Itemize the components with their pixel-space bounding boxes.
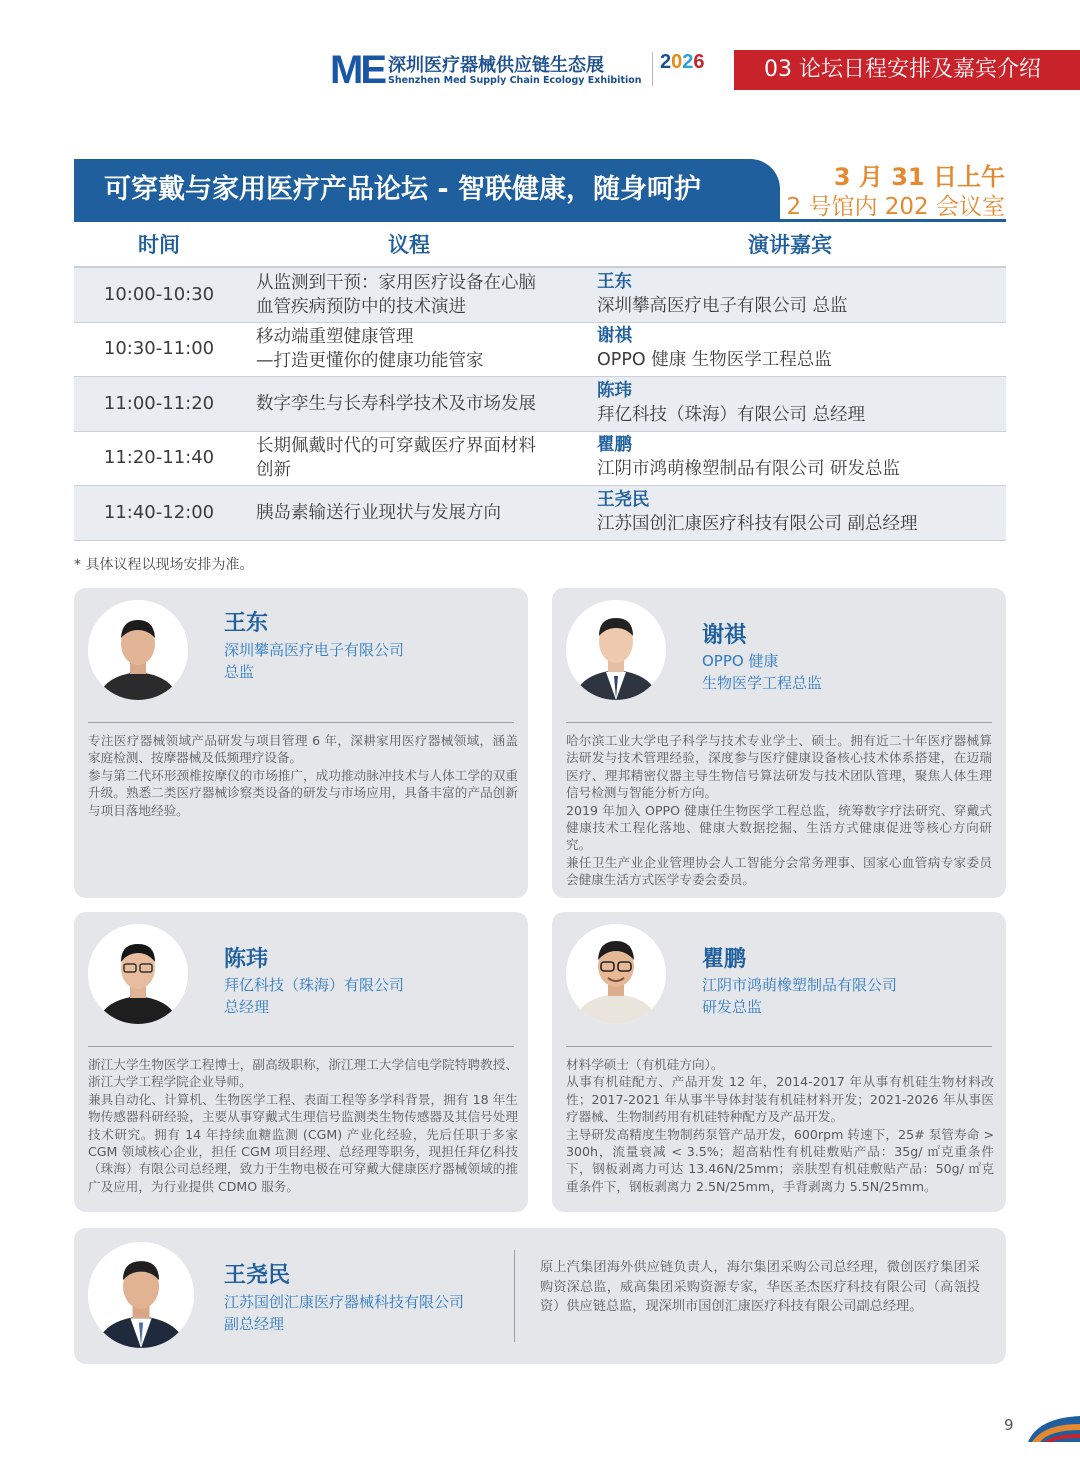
speaker-bio: 材料学硕士（有机硅方向）。 从事有机硅配方、产品开发 12 年，2014-2017 年从事有机硅生物材料改性；2017-2021 年从事半导体封装有机硅材料开发；2021-2026 年从事医疗器械、生物制药用有机硅特种配方及产品开发。 主导研发高精度生物制药泵管产品开发，600rpm 转速下，25# 泵管寿命 > 300h，流量衰减 < 3.5%；超高粘性有机硅敷贴产品：35g/ ㎡克重条件下，钢板剥离力可达 13.46N/25mm；亲肤型有机硅敷贴产品：50g/ ㎡克重条件下，钢板剥离力 2.5N/25mm，手背剥离力 5.5N/25mm。 xyxy=(566,1057,994,1194)
speaker-photo xyxy=(88,924,188,1024)
card-divider xyxy=(88,722,514,723)
table-row xyxy=(74,268,1006,322)
row-time: 11:00-11:20 xyxy=(103,393,215,414)
speaker-name: 王尧民 xyxy=(597,490,650,510)
speaker-role: 副总经理 xyxy=(224,1315,285,1333)
row-speaker xyxy=(597,488,1002,536)
speaker-card xyxy=(552,588,1006,898)
speaker-name: 谢祺 xyxy=(702,623,747,648)
speaker-bio: 哈尔滨工业大学电子科学与技术专业学士、硕士。拥有近二十年医疗器械算法研发与技术管理经验，深度参与医疗健康设备核心技术体系搭建，在迈瑞医疗、理邦精密仪器主导生物信号算法研发与技术团队管理，聚焦人体生理信号检测与智能分析方向。 2019 年加入 OPPO 健康任生物医学工程总监，统筹数字疗法研究、穿戴式健康技术工程化落地、健康大数据挖掘、生活方式健康促进等核心方向研究。 兼任卫生产业企业管理协会人工智能分会常务理事、国家心血管病专家委员会健康生活方式医学专委会委员。 xyxy=(566,733,992,888)
speaker-org: 拜亿科技（珠海）有限公司 总经理 xyxy=(597,405,866,425)
header-speaker: 演讲嘉宾 xyxy=(748,233,832,257)
speaker-name: 王尧民 xyxy=(224,1263,291,1288)
speaker-name: 瞿鹏 xyxy=(702,947,747,972)
speaker-org: 江阴市鸿萌橡塑制品有限公司 xyxy=(702,976,898,994)
speaker-org: 深圳攀高医疗电子有限公司 总监 xyxy=(597,296,848,316)
logo-divider xyxy=(652,52,653,86)
row-time: 11:40-12:00 xyxy=(103,502,215,523)
speaker-name: 陈玮 xyxy=(224,947,269,972)
speaker-photo xyxy=(566,924,666,1024)
page-number: 9 xyxy=(1004,1416,1014,1434)
row-speaker xyxy=(597,270,1002,318)
logo-year: 2026 xyxy=(660,51,705,73)
speaker-name: 王东 xyxy=(597,272,632,292)
forum-room: 2 号馆内 202 会议室 xyxy=(786,194,1005,220)
row-topic: 胰岛素输送行业现状与发展方向 xyxy=(256,503,501,523)
header-topic: 议程 xyxy=(388,233,430,257)
speaker-bio: 专注医疗器械领域产品研发与项目管理 6 年，深耕家用医疗器械领域，涵盖家庭检测、按摩器械及低频理疗设备。 参与第二代环形颈椎按摩仪的市场推广，成功推动脉冲技术与人体工学的双重升级。熟悉二类医疗器械诊察类设备的研发与市场应用，具备丰富的产品创新与项目落地经验。 xyxy=(88,733,518,818)
row-speaker xyxy=(597,433,1002,481)
header-time: 时间 xyxy=(138,233,180,257)
speaker-bio: 原上汽集团海外供应链负责人，海尔集团采购公司总经理，微创医疗集团采购资深总监，威高集团采购资源专家，华医圣杰医疗科技有限公司（高瓴投资）供应链总监，现深圳市国创汇康医疗科技有限公司副总经理。 xyxy=(540,1260,980,1314)
speaker-org: 深圳攀高医疗电子有限公司 xyxy=(224,641,405,659)
row-time: 10:30-11:00 xyxy=(103,338,215,359)
section-banner: 03 论坛日程安排及嘉宾介绍 xyxy=(734,50,1080,90)
speaker-name: 谢祺 xyxy=(597,326,632,346)
speaker-photo xyxy=(88,1242,194,1348)
forum-title: 可穿戴与家用医疗产品论坛 - 智联健康，随身呵护 xyxy=(74,159,780,219)
speaker-card xyxy=(74,1228,1006,1364)
speaker-bio: 浙江大学生物医学工程博士，副高级职称，浙江理工大学信电学院特聘教授、浙江大学工程学院企业导师。 兼具自动化、计算机、生物医学工程、表面工程等多学科背景，拥有 18 年生物传感器科研经验，主要从事穿戴式生理信号监测类生物传感器及其信号处理技术研究。拥有 14 年持续血糖监测 (CGM) 产业化经验，先后任职于多家 CGM 领域核心企业，担任 CGM 项目经理、总经理等职务，现担任拜亿科技（珠海）有限公司总经理，致力于生物电极在可穿戴大健康医疗器械领域的推广及应用，为行业提供 CDMO 服务。 xyxy=(88,1057,518,1194)
row-time: 10:00-10:30 xyxy=(103,284,215,305)
speaker-org: 江阴市鸿萌橡塑制品有限公司 研发总监 xyxy=(597,459,901,479)
table-row xyxy=(74,377,1006,431)
logo-mark: ME xyxy=(330,48,384,92)
row-topic: 移动端重塑健康管理 —打造更懂你的健康功能管家 xyxy=(256,327,484,371)
speaker-card xyxy=(74,912,528,1212)
card-divider xyxy=(566,722,992,723)
table-row xyxy=(74,431,1006,485)
schedule-note: * 具体议程以现场安排为准。 xyxy=(74,557,254,573)
speaker-org: 江苏国创汇康医疗器械科技有限公司 xyxy=(224,1293,465,1311)
speaker-name: 陈玮 xyxy=(597,381,632,401)
speaker-role: 生物医学工程总监 xyxy=(702,674,823,692)
speaker-card xyxy=(74,588,528,898)
speaker-name: 瞿鹏 xyxy=(597,435,632,455)
row-speaker xyxy=(597,379,1002,427)
card-divider xyxy=(514,1250,515,1342)
speaker-role: 总监 xyxy=(224,663,255,681)
logo-english-name: Shenzhen Med Supply Chain Ecology Exhibition xyxy=(388,75,642,86)
row-topic: 数字孪生与长寿科学技术及市场发展 xyxy=(256,394,536,414)
row-topic: 长期佩戴时代的可穿戴医疗界面材料 创新 xyxy=(256,436,536,480)
speaker-photo xyxy=(88,600,188,700)
row-topic: 从监测到干预：家用医疗设备在心脑 血管疾病预防中的技术演进 xyxy=(256,273,536,317)
speaker-org: OPPO 健康 xyxy=(702,652,779,670)
speaker-name: 王东 xyxy=(224,611,269,636)
speaker-photo xyxy=(566,600,666,700)
schedule-table-header xyxy=(74,222,1006,266)
speaker-card xyxy=(552,912,1006,1212)
forum-date: 3 月 31 日上午 xyxy=(833,163,1005,191)
corner-decoration-icon xyxy=(1028,1412,1080,1442)
speaker-org: 拜亿科技（珠海）有限公司 xyxy=(224,976,405,994)
speaker-role: 总经理 xyxy=(224,998,270,1016)
row-speaker xyxy=(597,324,1002,372)
speaker-org: OPPO 健康 生物医学工程总监 xyxy=(597,350,832,370)
table-row xyxy=(74,486,1006,540)
logo-chinese-name: 深圳医疗器械供应链生态展 xyxy=(388,55,604,76)
row-time: 11:20-11:40 xyxy=(103,447,215,468)
table-row xyxy=(74,322,1006,376)
card-divider xyxy=(566,1046,992,1047)
expo-logo xyxy=(330,50,715,90)
card-divider xyxy=(88,1046,514,1047)
speaker-role: 研发总监 xyxy=(702,998,763,1016)
speaker-org: 江苏国创汇康医疗科技有限公司 副总经理 xyxy=(597,514,918,534)
